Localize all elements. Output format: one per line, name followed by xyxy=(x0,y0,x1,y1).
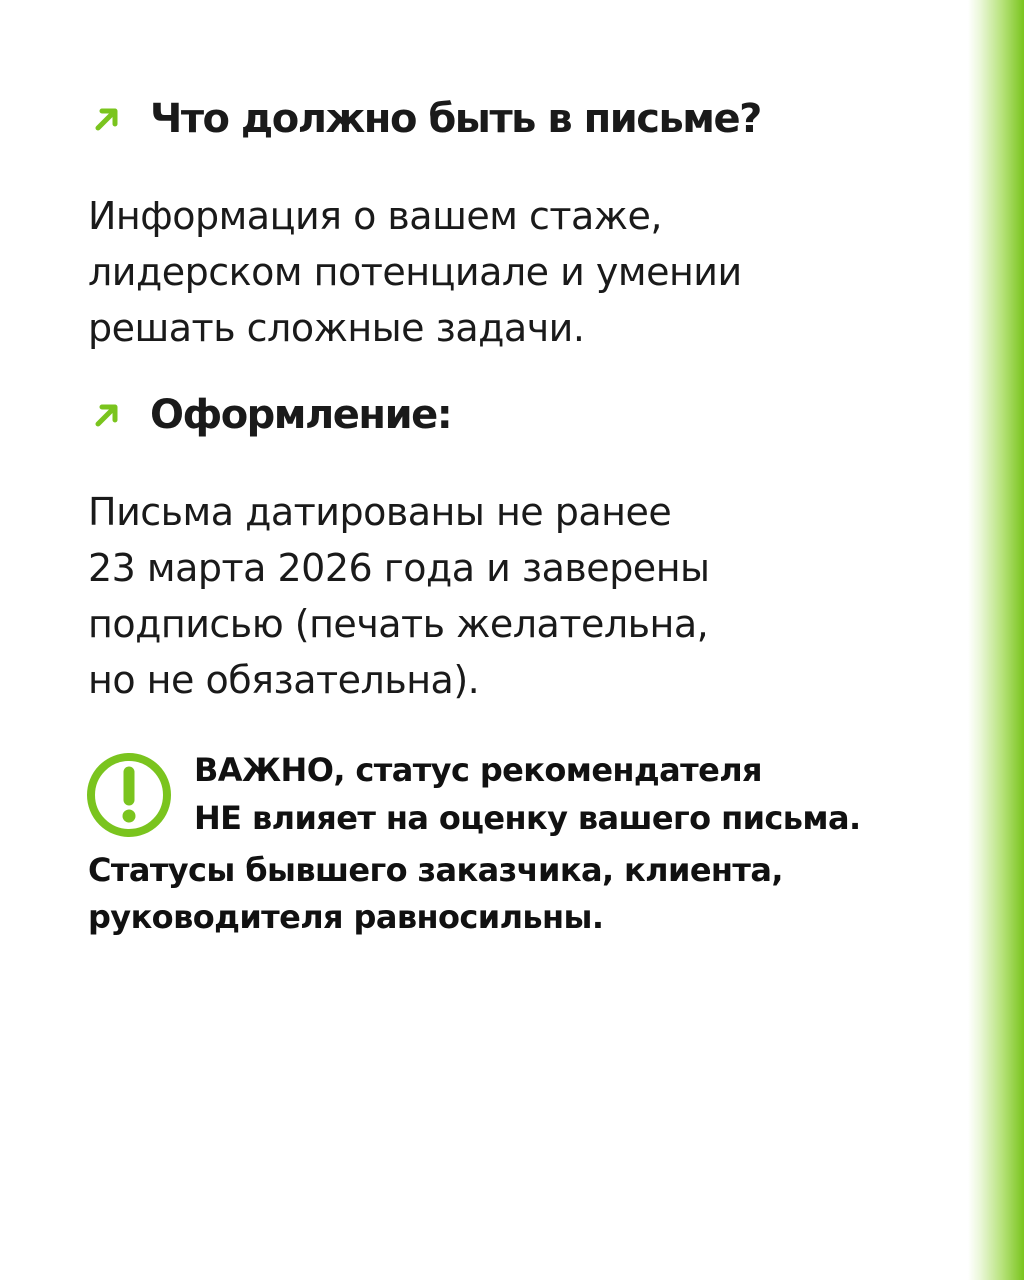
important-emphasis: ВАЖНО xyxy=(194,751,334,789)
important-line-4: руководителя равносильны. xyxy=(88,898,604,936)
heading-text: Что должно быть в письме? xyxy=(150,96,761,142)
formatting-text: Письма датированы не ранее 23 марта 2026 года и заверены подписью (печать желательна, но не обязательна). xyxy=(88,490,710,702)
important-line-3: Статусы бывшего заказчика, клиента, xyxy=(88,851,783,889)
decorative-gradient-stripe xyxy=(968,0,1024,1280)
important-line-1-rest: , статус рекомендателя xyxy=(333,751,763,789)
arrow-up-right-icon xyxy=(92,400,122,430)
important-line-1 xyxy=(194,748,762,792)
section-heading-formatting xyxy=(92,392,451,438)
arrow-up-right-icon xyxy=(92,104,122,134)
letter-content-text: Информация о вашем стаже, лидерском потенциале и умении решать сложные задачи. xyxy=(88,194,742,350)
exclamation-circle-icon xyxy=(84,750,174,840)
important-line-2: НЕ влияет на оценку вашего письма. xyxy=(194,799,861,837)
heading-text: Оформление: xyxy=(150,392,452,438)
section-heading-letter-content xyxy=(92,96,761,142)
